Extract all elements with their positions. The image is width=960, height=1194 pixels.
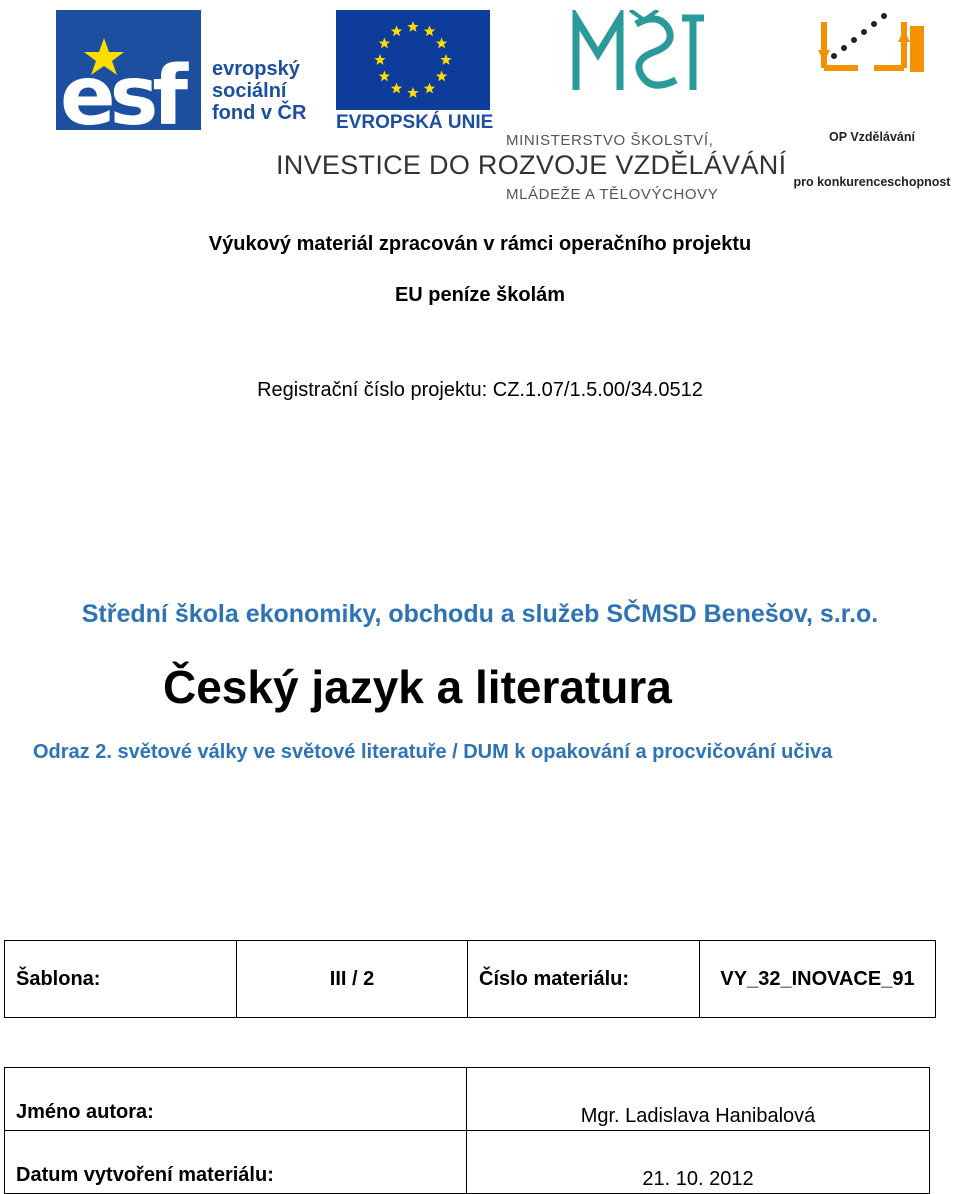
material-label: Číslo materiálu: (468, 941, 700, 1018)
eu-star-icon (407, 21, 418, 32)
eu-star-icon (374, 54, 385, 65)
date-value: 21. 10. 2012 (467, 1131, 930, 1194)
eu-star-icon (407, 87, 418, 98)
eu-star-icon (440, 54, 451, 65)
eu-star-icon (436, 71, 447, 82)
logo-band (0, 0, 960, 203)
msmt-text-line1: MINISTERSTVO ŠKOLSTVÍ, (506, 132, 714, 149)
template-row (5, 941, 936, 1018)
eu-star-icon (424, 83, 435, 94)
eu-star-icon (424, 25, 435, 36)
subject-title: Český jazyk a literatura (163, 661, 672, 713)
investice-slogan: INVESTICE DO ROZVOJE VZDĚLÁVÁNÍ (276, 150, 787, 180)
author-label: Jméno autora: (5, 1068, 467, 1131)
eu-label: EVROPSKÁ UNIE (336, 112, 494, 133)
eu-stars-icon (336, 10, 490, 110)
template-table (4, 940, 936, 1018)
author-table (4, 1067, 930, 1194)
esf-text (212, 58, 332, 124)
op-text (786, 100, 958, 220)
topic-line: Odraz 2. světové války ve světové literatuře / DUM k opakování a procvičování učiva (33, 741, 833, 763)
esf-text-line1: evropský (212, 58, 300, 80)
date-row (5, 1131, 930, 1194)
author-row (5, 1068, 930, 1131)
school-name: Střední škola ekonomiky, obchodu a služeb SČMSD Benešov, s.r.o. (81, 600, 879, 628)
esf-letters: esf (60, 49, 183, 130)
date-label: Datum vytvoření materiálu: (5, 1131, 467, 1194)
author-value: Mgr. Ladislava Hanibalová (467, 1068, 930, 1131)
op-text-line1: OP Vzdělávání (829, 130, 915, 144)
msmt-mark-icon (572, 10, 707, 92)
esf-text-line3: fond v ČR (212, 102, 307, 124)
eu-star-icon (436, 38, 447, 49)
sablona-value: III / 2 (237, 941, 468, 1018)
intro-line2: EU peníze školám (394, 284, 566, 306)
msmt-logo (572, 10, 707, 92)
op-mark-icon (818, 8, 926, 98)
material-value: VY_32_INOVACE_91 (700, 941, 936, 1018)
op-logo (818, 8, 926, 98)
eu-star-icon (391, 83, 402, 94)
registration-number: Registrační číslo projektu: CZ.1.07/1.5.00/34.0512 (257, 379, 703, 401)
esf-text-line2: sociální (212, 80, 287, 102)
msmt-text-line2: MLÁDEŽE A TĚLOVÝCHOVY (506, 186, 719, 203)
esf-logo (56, 10, 201, 130)
eu-star-icon (391, 25, 402, 36)
intro-line1: Výukový materiál zpracován v rámci operačního projektu (208, 233, 752, 255)
eu-star-icon (379, 71, 390, 82)
sablona-label: Šablona: (5, 941, 237, 1018)
eu-star-icon (379, 38, 390, 49)
op-text-line2: pro konkurenceschopnost (793, 175, 951, 189)
eu-flag (336, 10, 490, 110)
